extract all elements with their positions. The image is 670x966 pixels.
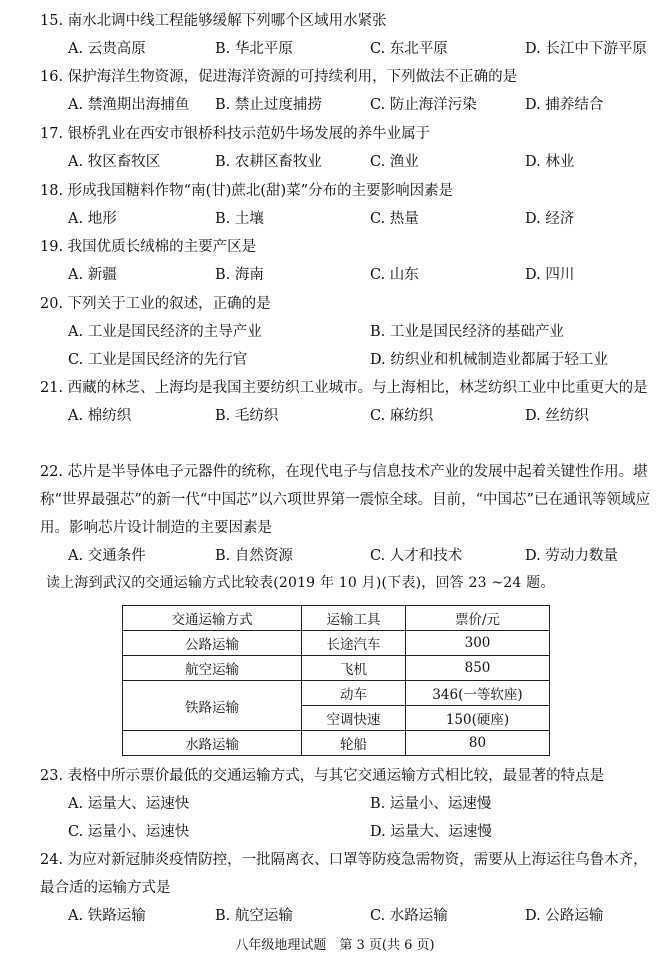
option-row [40,205,660,233]
option-b[interactable]: B. 毛纺织 [215,408,279,424]
table-cell-price: 300 [406,631,550,656]
table-cell-mode: 水路运输 [123,731,302,756]
option-b[interactable]: B. 华北平原 [215,41,293,57]
question-stem: 16. 保护海洋生物资源，促进海洋资源的可持续利用，下列做法不正确的是 [40,69,518,85]
table-cell-mode: 航空运输 [123,656,302,681]
table-cell-tool: 飞机 [302,656,406,681]
option-row [40,402,660,430]
question-21 [40,374,660,430]
question-stem: 23. 表格中所示票价最低的交通运输方式，与其它交通运输方式相比较，最显著的特点是 [40,768,605,784]
option-c[interactable]: C. 人才和技术 [370,548,463,564]
option-c[interactable]: C. 山东 [370,267,419,283]
option-row [40,318,660,346]
table-cell-mode: 铁路运输 [123,681,302,731]
option-b[interactable]: B. 海南 [215,267,264,283]
table-cell-price: 80 [406,731,550,756]
question-stem: 18. 形成我国糖料作物“南(甘)蔗北(甜)菜”分布的主要影响因素是 [40,183,454,199]
option-d[interactable]: D. 长江中下游平原 [525,41,647,57]
transport-table [122,605,550,756]
question-stem: 15. 南水北调中线工程能够缓解下列哪个区域用水紧张 [40,13,387,29]
question-15 [40,7,660,63]
option-a[interactable]: A. 禁渔期出海捕鱼 [68,97,190,113]
option-a[interactable]: A. 牧区畜牧区 [68,154,161,170]
option-c[interactable]: C. 运量小、运速快 [68,824,190,840]
question-20 [40,290,660,374]
table-header-cell: 交通运输方式 [123,606,302,631]
option-row [40,261,660,289]
question-24 [40,846,660,930]
table-cell-tool: 动车 [302,681,406,706]
question-23 [40,762,660,846]
option-c[interactable]: C. 渔业 [370,154,419,170]
table-row [123,731,550,756]
option-c[interactable]: C. 麻纺织 [370,408,434,424]
option-a[interactable]: A. 运量大、运速快 [68,796,190,812]
table-cell-tool: 空调快速 [302,706,406,731]
option-d[interactable]: D. 纺织业和机械制造业都属于轻工业 [370,352,608,368]
option-b[interactable]: B. 禁止过度捕捞 [215,97,322,113]
option-b[interactable]: B. 运量小、运速慢 [370,796,492,812]
table-cell-price: 150(硬座) [406,706,550,731]
table-intro: 读上海到武汉的交通运输方式比较表(2019 年 10 月)(下表)，回答 23 ~24 题。 [46,575,555,591]
option-c[interactable]: C. 东北平原 [370,41,448,57]
option-row [40,148,660,176]
question-16 [40,63,660,119]
option-c[interactable]: C. 水路运输 [370,908,448,924]
option-row [40,542,660,570]
table-header-row [123,606,550,631]
question-18 [40,177,660,233]
option-b[interactable]: B. 工业是国民经济的基础产业 [370,324,564,340]
option-d[interactable]: D. 四川 [525,267,575,283]
option-b[interactable]: B. 航空运输 [215,908,293,924]
option-d[interactable]: D. 经济 [525,211,575,227]
option-a[interactable]: A. 工业是国民经济的主导产业 [68,324,262,340]
table-cell-tool: 长途汽车 [302,631,406,656]
option-d[interactable]: D. 捕养结合 [525,97,604,113]
option-a[interactable]: A. 云贵高原 [68,41,146,57]
option-b[interactable]: B. 农耕区畜牧业 [215,154,322,170]
option-d[interactable]: D. 林业 [525,154,575,170]
table-cell-price: 850 [406,656,550,681]
option-row [40,902,660,930]
question-19 [40,233,660,289]
question-stem: 24. 为应对新冠肺炎疫情防控，一批隔离衣、口罩等防疫急需物资，需要从上海运往乌鲁木齐，最合适的运输方式是 [40,852,648,896]
option-d[interactable]: D. 运量大、运速慢 [370,824,492,840]
option-b[interactable]: B. 自然资源 [215,548,293,564]
table-cell-mode: 公路运输 [123,631,302,656]
question-22 [40,458,660,570]
option-row [40,818,660,846]
option-a[interactable]: A. 铁路运输 [68,908,146,924]
option-b[interactable]: B. 土壤 [215,211,264,227]
question-stem: 17. 银桥乳业在西安市银桥科技示范奶牛场发展的养牛业属于 [40,126,431,142]
option-a[interactable]: A. 地形 [68,211,117,227]
table-row [123,631,550,656]
option-a[interactable]: A. 新疆 [68,267,117,283]
option-row [40,790,660,818]
table-cell-tool: 轮船 [302,731,406,756]
question-stem: 21. 西藏的林芝、上海均是我国主要纺织工业城市。与上海相比，林芝纺织工业中比重更大的是 [40,380,648,396]
option-row [40,346,660,374]
option-c[interactable]: C. 热量 [370,211,419,227]
table-cell-price: 346(一等软座) [406,681,550,706]
table-header-cell: 票价/元 [406,606,550,631]
option-a[interactable]: A. 棉纺织 [68,408,132,424]
option-row [40,35,660,63]
question-stem: 20. 下列关于工业的叙述，正确的是 [40,296,271,312]
question-stem: 22. 芯片是半导体电子元器件的统称，在现代电子与信息技术产业的发展中起着关键性作用。堪称“世界最强芯”的新一代“中国芯”以六项世界第一震惊全球。目前，“中国芯”已在通讯等领域应用。影响芯片设计制造的主要因素是 [40,464,650,536]
table-row [123,656,550,681]
option-c[interactable]: C. 防止海洋污染 [370,97,477,113]
option-d[interactable]: D. 公路运输 [525,908,604,924]
page-footer: 八年级地理试题 第 3 页(共 6 页) [235,938,435,953]
option-d[interactable]: D. 丝纺织 [525,408,589,424]
option-c[interactable]: C. 工业是国民经济的先行官 [68,352,248,368]
option-d[interactable]: D. 劳动力数量 [525,548,618,564]
question-stem: 19. 我国优质长绒棉的主要产区是 [40,239,257,255]
table-header-cell: 运输工具 [302,606,406,631]
table-row [123,681,550,706]
question-17 [40,120,660,176]
option-row [40,91,660,119]
option-a[interactable]: A. 交通条件 [68,548,146,564]
